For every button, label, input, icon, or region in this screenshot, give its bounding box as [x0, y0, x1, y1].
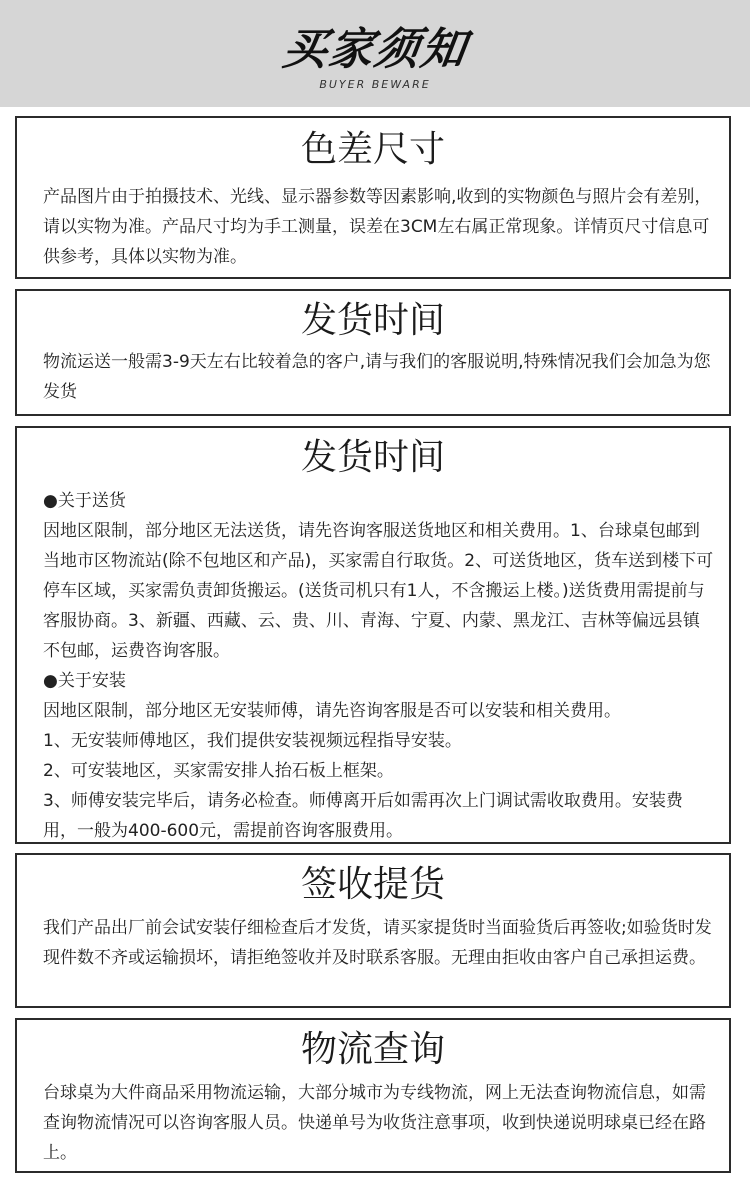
section-paragraph: 物流运送一般需3-9天左右比较着急的客户,请与我们的客服说明,特殊情况我们会加急为您发货 [43, 352, 711, 402]
section-paragraph: 因地区限制，部分地区无法送货，请先咨询客服送货地区和相关费用。1、台球桌包邮到当地市区物流站(除不包地区和产品)，买家需自行取货。2、可送货地区，货车送到楼下可停车区域，买家需负责卸货搬运。(送货司机只有1人，不含搬运上楼。)送货费用需提前与客服协商。3、新疆、西藏、云、贵、川、青海、宁夏、内蒙、黑龙江、吉林等偏远县镇不包邮，运费咨询客服。 [43, 521, 714, 661]
subheading-delivery: ●关于送货 [43, 491, 126, 511]
page-subtitle: BUYER BEWARE [319, 78, 431, 91]
section-title: 签收提货 [300, 864, 445, 905]
page-title: 买家须知 [279, 24, 471, 75]
section-body [17, 1078, 729, 1168]
section-paragraph: 2、可安装地区，买家需安排人抬石板上框架。 [43, 761, 394, 781]
section-body [17, 182, 729, 272]
section-title: 色差尺寸 [300, 129, 445, 170]
header-banner [0, 0, 750, 107]
subheading-install: ●关于安装 [43, 671, 126, 691]
section-paragraph: 台球桌为大件商品采用物流运输，大部分城市为专线物流，网上无法查询物流信息，如需查询物流情况可以咨询客服人员。快递单号为收货注意事项，收到快递说明球桌已经在路上。 [43, 1083, 706, 1163]
section-body [17, 486, 729, 846]
section-body [17, 913, 729, 973]
section-logistics-query [15, 1018, 731, 1173]
section-title: 发货时间 [300, 437, 445, 478]
section-title: 发货时间 [300, 300, 445, 341]
section-paragraph: 我们产品出厂前会试安装仔细检查后才发货，请买家提货时当面验货后再签收;如验货时发现件数不齐或运输损坏，请拒绝签收并及时联系客服。无理由拒收由客户自己承担运费。 [43, 918, 712, 968]
section-body [17, 347, 729, 407]
section-paragraph: 3、师傅安装完毕后，请务必检查。师傅离开后如需再次上门调试需收取费用。安装费用，一般为400-600元，需提前咨询客服费用。 [43, 791, 683, 841]
section-shipping-time [15, 289, 731, 416]
section-color-size [15, 116, 731, 279]
section-delivery-install [15, 426, 731, 844]
section-paragraph: 产品图片由于拍摄技术、光线、显示器参数等因素影响,收到的实物颜色与照片会有差别，请以实物为准。产品尺寸均为手工测量，误差在3CM左右属正常现象。详情页尺寸信息可供参考，具体以实物为准。 [43, 187, 712, 267]
section-title: 物流查询 [300, 1029, 445, 1070]
section-paragraph: 因地区限制，部分地区无安装师傅，请先咨询客服是否可以安装和相关费用。 [43, 701, 621, 721]
section-paragraph: 1、无安装师傅地区，我们提供安装视频远程指导安装。 [43, 731, 462, 751]
section-signing [15, 853, 731, 1008]
